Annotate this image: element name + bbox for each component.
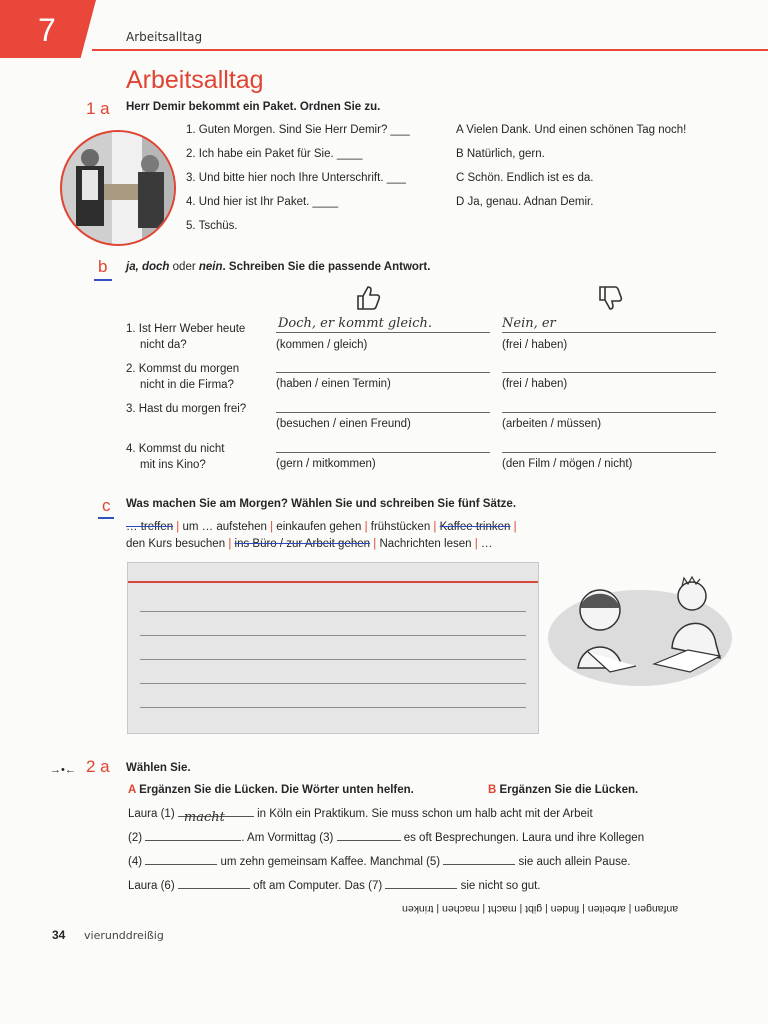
exercise-number-1a: 1 a	[86, 99, 110, 118]
question-1-line1: 1. Ist Herr Weber heute	[126, 323, 246, 335]
upside-down-word-bank: anfangen | arbeiten | finden | gibt | macht | machen | trinken	[402, 903, 679, 915]
writing-line	[140, 683, 526, 684]
gap-1-answer: macht	[183, 810, 225, 825]
match-left-2: 2. Ich habe ein Paket für Sie. ____	[186, 148, 363, 160]
match-right-c: C Schön. Endlich ist es da.	[456, 172, 594, 184]
match-left-1: 1. Guten Morgen. Sind Sie Herr Demir? ___	[186, 124, 410, 136]
hint-1-yes: (kommen / gleich)	[276, 339, 368, 351]
writing-line	[140, 659, 526, 660]
question-1-line2: nicht da?	[140, 339, 187, 351]
phrase-line-1: … treffen | um … aufstehen | einkaufen gehen | frühstücken | Kaffee trinken |	[126, 521, 517, 533]
handwritten-answer-1-no: Nein, er	[502, 316, 556, 331]
hint-2-yes: (haben / einen Termin)	[276, 378, 391, 390]
writing-panel[interactable]	[127, 562, 539, 734]
question-4-line2: mit ins Kino?	[140, 459, 206, 471]
thumbs-up-icon	[352, 283, 382, 313]
option-a: A Ergänzen Sie die Lücken. Die Wörter unten helfen.	[128, 784, 414, 796]
pen-underline-b	[94, 279, 112, 281]
page-number-word: vierunddreißig	[84, 929, 164, 942]
answer-line-3-no[interactable]	[502, 412, 716, 413]
exercise-1b-instruction: ja, doch oder nein. Schreiben Sie die passende Antwort.	[126, 261, 431, 273]
exercise-1c-instruction: Was machen Sie am Morgen? Wählen Sie und schreiben Sie fünf Sätze.	[126, 498, 517, 510]
writing-line	[140, 635, 526, 636]
hint-4-no: (den Film / mögen / nicht)	[502, 458, 633, 470]
gap-text-line-3: (4) um zehn gemeinsam Kaffee. Manchmal (5) sie auch allein Pause.	[128, 856, 631, 868]
delivery-photo	[58, 128, 178, 248]
hint-3-no: (arbeiten / müssen)	[502, 418, 602, 430]
answer-line-4-yes[interactable]	[276, 452, 490, 453]
chapter-title: Arbeitsalltag	[126, 30, 203, 44]
answer-line-1-yes[interactable]	[276, 332, 490, 333]
hint-3-yes: (besuchen / einen Freund)	[276, 418, 411, 430]
match-right-b: B Natürlich, gern.	[456, 148, 545, 160]
hint-2-no: (frei / haben)	[502, 378, 568, 390]
page-title: Arbeitsalltag	[126, 66, 264, 94]
pen-underline-c	[98, 517, 114, 519]
gap-2[interactable]	[145, 840, 241, 841]
people-writing-illustration	[548, 568, 734, 688]
gap-text-line-4: Laura (6) oft am Computer. Das (7) sie nicht so gut.	[128, 880, 541, 892]
gap-6[interactable]	[178, 888, 250, 889]
exercise-2a-instruction: Wählen Sie.	[126, 762, 191, 774]
gap-text-line-1: Laura (1) macht in Köln ein Praktikum. Sie muss schon um halb acht mit der Arbeit	[128, 808, 593, 825]
writing-line	[140, 611, 526, 612]
gap-3[interactable]	[337, 840, 401, 841]
match-left-3: 3. Und bitte hier noch Ihre Unterschrift. ___	[186, 172, 406, 184]
arrows-icon: →•←	[50, 764, 76, 776]
answer-line-2-no[interactable]	[502, 372, 716, 373]
chapter-number: 7	[38, 12, 56, 48]
writing-line	[140, 707, 526, 708]
match-right-d: D Ja, genau. Adnan Demir.	[456, 196, 594, 208]
exercise-letter-c: c	[102, 496, 111, 515]
question-2-line2: nicht in die Firma?	[140, 379, 234, 391]
question-2-line1: 2. Kommst du morgen	[126, 363, 240, 375]
exercise-1a-instruction: Herr Demir bekommt ein Paket. Ordnen Sie zu.	[126, 101, 381, 113]
gap-text-line-2: (2) . Am Vormittag (3) es oft Besprechungen. Laura und ihre Kollegen	[128, 832, 645, 844]
header-rule	[92, 49, 768, 51]
handwritten-answer-1-yes: Doch, er kommt gleich.	[278, 316, 433, 331]
hint-1-no: (frei / haben)	[502, 339, 568, 351]
exercise-letter-b: b	[98, 257, 108, 276]
answer-line-4-no[interactable]	[502, 452, 716, 453]
panel-red-line	[128, 581, 538, 583]
gap-7[interactable]	[385, 888, 457, 889]
exercise-number-2a: 2 a	[86, 757, 110, 776]
option-b: B Ergänzen Sie die Lücken.	[488, 784, 639, 796]
answer-line-1-no[interactable]	[502, 332, 716, 333]
question-4-line1: 4. Kommst du nicht	[126, 443, 225, 455]
question-3-line1: 3. Hast du morgen frei?	[126, 403, 247, 415]
match-left-5: 5. Tschüs.	[186, 220, 238, 232]
page-number: 34	[52, 928, 66, 942]
thumbs-down-icon	[594, 283, 624, 313]
phrase-line-2: den Kurs besuchen | ins Büro / zur Arbeit gehen | Nachrichten lesen | …	[126, 538, 493, 550]
hint-4-yes: (gern / mitkommen)	[276, 458, 376, 470]
answer-line-3-yes[interactable]	[276, 412, 490, 413]
match-right-a: A Vielen Dank. Und einen schönen Tag noch!	[456, 124, 687, 136]
gap-5[interactable]	[443, 864, 515, 865]
gap-1[interactable]	[178, 810, 254, 825]
gap-4[interactable]	[145, 864, 217, 865]
answer-line-2-yes[interactable]	[276, 372, 490, 373]
match-left-4: 4. Und hier ist Ihr Paket. ____	[186, 196, 339, 208]
